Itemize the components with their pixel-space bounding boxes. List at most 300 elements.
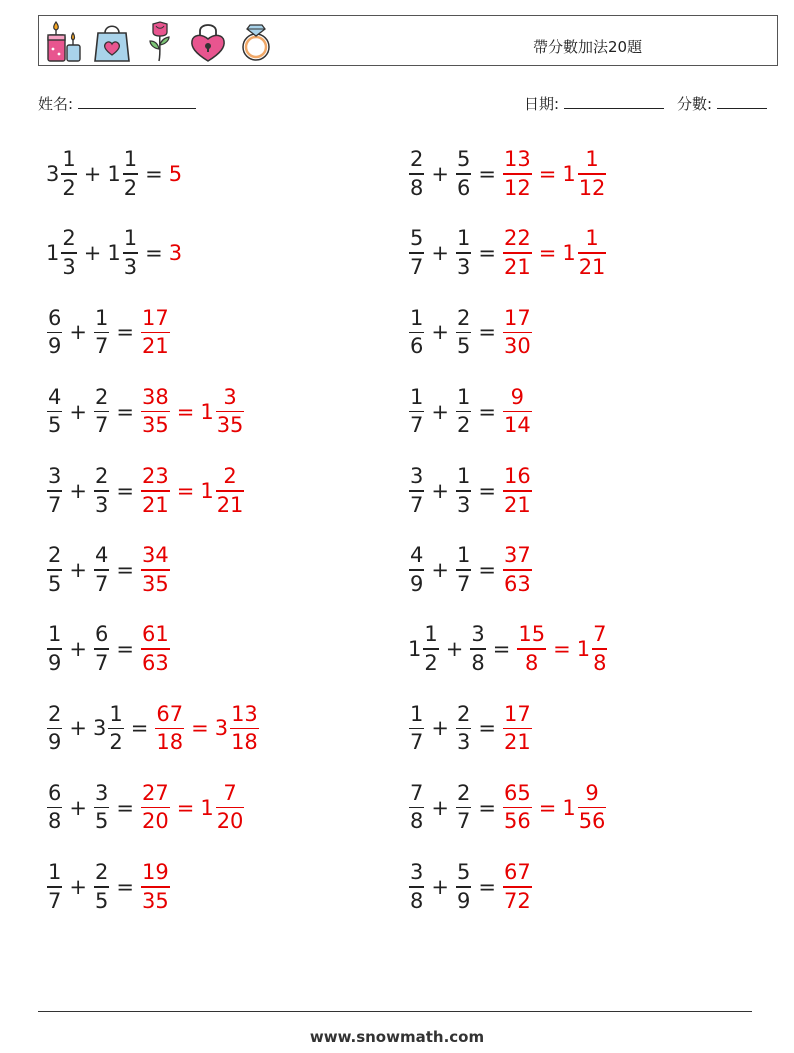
numerator: 17 xyxy=(503,305,531,330)
equals-sign: = xyxy=(116,399,134,424)
equals-sign: = xyxy=(478,399,496,424)
problem-13 xyxy=(46,617,171,681)
date-blank xyxy=(564,94,664,109)
fraction xyxy=(155,701,184,757)
fraction xyxy=(141,305,170,361)
numerator: 9 xyxy=(510,384,525,409)
answer xyxy=(502,463,533,519)
fraction xyxy=(47,542,62,598)
fraction xyxy=(141,859,170,915)
numerator: 7 xyxy=(223,780,237,805)
denominator: 2 xyxy=(62,175,76,200)
fraction xyxy=(409,780,424,836)
equals-sign: = xyxy=(478,716,496,741)
denominator: 9 xyxy=(410,571,424,596)
whole-number: 1 xyxy=(200,399,214,424)
answer xyxy=(562,146,607,202)
addend-1 xyxy=(408,621,440,677)
equals-sign: = xyxy=(478,478,496,503)
numerator: 34 xyxy=(141,543,169,568)
fraction xyxy=(94,542,109,598)
rose-icon xyxy=(139,19,181,63)
equals-sign: = xyxy=(191,716,209,741)
denominator: 18 xyxy=(231,730,258,755)
addend-1 xyxy=(408,384,425,440)
equals-sign: = xyxy=(492,637,511,662)
fraction xyxy=(141,621,170,677)
numerator: 1 xyxy=(410,701,424,726)
denominator: 7 xyxy=(410,730,424,755)
fraction xyxy=(47,701,62,757)
heart-padlock-icon xyxy=(187,19,229,63)
numerator: 2 xyxy=(223,464,237,488)
fraction xyxy=(108,701,123,757)
equals-sign: = xyxy=(116,558,134,582)
addend-1 xyxy=(408,780,425,836)
denominator: 21 xyxy=(503,492,531,517)
problem-4 xyxy=(408,221,607,285)
equals-sign: = xyxy=(478,162,496,186)
numerator: 1 xyxy=(456,384,471,409)
addend-2 xyxy=(93,859,110,915)
addend-2 xyxy=(455,305,472,361)
problem-10 xyxy=(408,459,533,523)
equals-sign: = xyxy=(478,558,496,582)
numerator: 22 xyxy=(503,226,531,251)
whole-number: 3 xyxy=(46,162,60,186)
whole-number: 1 xyxy=(200,795,214,820)
denominator: 35 xyxy=(216,413,244,438)
answer xyxy=(200,780,245,836)
addend-2 xyxy=(469,621,486,677)
numerator: 7 xyxy=(593,622,607,647)
problem-5 xyxy=(46,300,171,364)
addend-1 xyxy=(46,146,78,202)
fraction xyxy=(94,463,109,519)
denominator: 72 xyxy=(503,888,531,913)
equals-sign: = xyxy=(116,795,134,820)
plus-sign: + xyxy=(431,478,449,503)
name-blank xyxy=(78,94,196,109)
plus-sign: + xyxy=(445,637,464,662)
whole-number: 1 xyxy=(408,637,422,662)
problem-19 xyxy=(46,855,171,919)
equals-sign: = xyxy=(176,478,195,503)
plus-sign: + xyxy=(69,874,87,899)
problem-9 xyxy=(46,459,245,523)
numerator: 1 xyxy=(585,226,599,251)
fraction xyxy=(409,146,424,202)
denominator: 56 xyxy=(578,809,606,834)
addend-2 xyxy=(93,384,110,440)
equals-sign: = xyxy=(145,162,163,186)
numerator: 1 xyxy=(62,147,76,172)
numerator: 3 xyxy=(48,464,62,488)
fraction xyxy=(578,225,607,281)
numerator: 3 xyxy=(94,780,109,805)
numerator: 15 xyxy=(518,622,546,647)
numerator: 38 xyxy=(141,384,169,409)
whole-number: 1 xyxy=(562,162,576,186)
answer xyxy=(502,542,533,598)
denominator: 12 xyxy=(578,175,606,200)
answer xyxy=(140,463,171,519)
addend-2 xyxy=(107,225,139,281)
answer xyxy=(200,463,245,519)
plus-sign: + xyxy=(83,241,102,266)
denominator: 14 xyxy=(503,413,531,438)
numerator: 1 xyxy=(456,464,471,488)
fraction xyxy=(456,384,471,440)
fraction xyxy=(61,225,76,281)
fraction xyxy=(503,542,532,598)
answer xyxy=(562,225,607,281)
numerator: 37 xyxy=(503,543,531,568)
denominator: 20 xyxy=(216,809,244,834)
answer xyxy=(200,384,245,440)
footer-divider xyxy=(38,1011,752,1012)
fraction xyxy=(503,225,532,281)
numerator: 1 xyxy=(456,226,471,251)
plus-sign: + xyxy=(431,874,449,899)
fraction xyxy=(423,621,438,677)
fraction xyxy=(141,542,170,598)
addend-2 xyxy=(93,621,110,677)
denominator: 63 xyxy=(503,571,531,596)
numerator: 1 xyxy=(109,701,123,726)
problem-2 xyxy=(408,142,607,206)
fraction xyxy=(47,463,62,519)
numerator: 2 xyxy=(456,305,471,330)
denominator: 8 xyxy=(410,809,424,834)
fraction xyxy=(230,701,259,757)
addend-2 xyxy=(93,701,125,757)
fraction xyxy=(409,305,424,361)
fraction xyxy=(47,859,62,915)
problem-8 xyxy=(408,380,533,444)
addend-1 xyxy=(46,542,63,598)
fraction xyxy=(141,780,170,836)
problem-16 xyxy=(408,696,533,760)
fraction xyxy=(456,542,471,598)
numerator: 9 xyxy=(585,780,599,805)
score-field xyxy=(677,93,767,114)
denominator: 3 xyxy=(123,254,138,279)
answer xyxy=(577,621,609,677)
plus-sign: + xyxy=(431,162,449,186)
denominator: 6 xyxy=(456,175,471,200)
numerator: 1 xyxy=(424,622,438,647)
fraction xyxy=(141,384,170,440)
fraction xyxy=(503,463,532,519)
denominator: 56 xyxy=(503,809,531,834)
numerator: 1 xyxy=(123,226,138,251)
fraction xyxy=(503,146,532,202)
numerator: 1 xyxy=(585,147,599,172)
numerator: 2 xyxy=(48,543,62,568)
plus-sign: + xyxy=(83,162,102,186)
denominator: 21 xyxy=(141,492,169,517)
fraction xyxy=(94,305,109,361)
answer xyxy=(140,542,171,598)
fraction xyxy=(578,146,607,202)
fraction xyxy=(47,780,62,836)
numerator: 1 xyxy=(410,305,424,330)
fraction xyxy=(456,146,471,202)
equals-sign: = xyxy=(116,320,134,345)
fraction xyxy=(578,780,607,836)
denominator: 18 xyxy=(156,730,184,755)
denominator: 7 xyxy=(48,888,62,913)
equals-sign: = xyxy=(478,874,496,899)
fraction xyxy=(409,701,424,757)
header-box xyxy=(38,15,778,66)
plus-sign: + xyxy=(431,558,449,582)
numerator: 6 xyxy=(48,780,62,805)
whole-number: 5 xyxy=(168,162,183,186)
problem-12 xyxy=(408,538,533,602)
denominator: 21 xyxy=(141,334,169,359)
addend-2 xyxy=(93,780,110,836)
numerator: 16 xyxy=(503,464,531,488)
fraction xyxy=(409,859,424,915)
addend-1 xyxy=(408,542,425,598)
fraction xyxy=(409,463,424,519)
answer xyxy=(502,859,533,915)
answer xyxy=(502,780,533,836)
addend-2 xyxy=(455,384,472,440)
numerator: 2 xyxy=(94,860,109,884)
numerator: 7 xyxy=(410,780,424,805)
denominator: 35 xyxy=(141,413,169,438)
numerator: 6 xyxy=(94,622,109,647)
plus-sign: + xyxy=(69,399,87,424)
numerator: 5 xyxy=(456,147,471,172)
numerator: 2 xyxy=(62,226,76,251)
numerator: 2 xyxy=(410,147,424,172)
denominator: 3 xyxy=(456,492,471,517)
shopping-bag-heart-icon xyxy=(91,19,133,63)
diamond-ring-icon xyxy=(235,19,277,63)
whole-number: 1 xyxy=(46,241,60,266)
numerator: 17 xyxy=(503,701,531,726)
name-label: 姓名: xyxy=(38,95,74,113)
answer xyxy=(502,305,533,361)
problem-20 xyxy=(408,855,533,919)
numerator: 4 xyxy=(410,543,424,568)
plus-sign: + xyxy=(69,320,87,345)
addend-1 xyxy=(46,701,63,757)
answer xyxy=(140,621,171,677)
answer xyxy=(502,225,533,281)
numerator: 2 xyxy=(456,701,471,726)
numerator: 1 xyxy=(410,384,424,409)
denominator: 5 xyxy=(94,888,109,913)
addend-1 xyxy=(408,859,425,915)
equals-sign: = xyxy=(176,795,195,820)
equals-sign: = xyxy=(478,795,496,820)
denominator: 2 xyxy=(123,175,138,200)
problem-7 xyxy=(46,380,245,444)
denominator: 7 xyxy=(456,809,471,834)
problem-18 xyxy=(408,776,607,840)
footer-url: www.snowmath.com xyxy=(309,1028,485,1046)
fraction xyxy=(409,542,424,598)
denominator: 8 xyxy=(410,888,424,913)
equals-sign: = xyxy=(538,795,557,820)
whole-number: 3 xyxy=(92,716,107,741)
addend-2 xyxy=(93,463,110,519)
equals-sign: = xyxy=(478,320,496,345)
fraction xyxy=(216,463,245,519)
denominator: 9 xyxy=(48,730,62,755)
fraction xyxy=(94,780,109,836)
equals-sign: = xyxy=(176,399,195,424)
numerator: 1 xyxy=(456,543,471,568)
numerator: 67 xyxy=(503,860,531,884)
fraction xyxy=(123,225,138,281)
denominator: 5 xyxy=(48,413,62,438)
denominator: 5 xyxy=(456,334,471,359)
numerator: 61 xyxy=(141,622,169,647)
addend-1 xyxy=(46,305,63,361)
plus-sign: + xyxy=(431,320,449,345)
denominator: 8 xyxy=(471,650,485,675)
denominator: 8 xyxy=(593,650,607,675)
denominator: 2 xyxy=(424,650,438,675)
fraction xyxy=(456,701,471,757)
problem-1 xyxy=(46,142,183,206)
numerator: 1 xyxy=(123,147,138,172)
denominator: 9 xyxy=(48,334,62,359)
problem-15 xyxy=(46,696,260,760)
numerator: 3 xyxy=(471,622,485,647)
problem-6 xyxy=(408,300,533,364)
addend-1 xyxy=(408,463,425,519)
fraction xyxy=(47,305,62,361)
score-blank xyxy=(717,94,767,109)
addend-1 xyxy=(46,780,63,836)
fraction xyxy=(216,384,245,440)
numerator: 23 xyxy=(141,464,169,488)
addend-2 xyxy=(455,859,472,915)
plus-sign: + xyxy=(69,716,87,741)
answer xyxy=(502,146,533,202)
numerator: 5 xyxy=(456,860,471,884)
numerator: 3 xyxy=(410,464,424,488)
equals-sign: = xyxy=(553,637,571,662)
plus-sign: + xyxy=(69,795,87,820)
whole-number: 3 xyxy=(168,241,183,266)
numerator: 2 xyxy=(94,384,109,409)
addend-1 xyxy=(46,384,63,440)
numerator: 1 xyxy=(94,305,109,330)
icon-strip xyxy=(43,19,277,63)
fraction xyxy=(94,859,109,915)
fraction xyxy=(517,621,546,677)
denominator: 7 xyxy=(94,650,109,675)
addend-2 xyxy=(93,542,110,598)
addend-2 xyxy=(455,146,472,202)
addend-2 xyxy=(455,463,472,519)
numerator: 1 xyxy=(48,622,62,647)
denominator: 3 xyxy=(62,254,76,279)
answer xyxy=(140,305,171,361)
answer xyxy=(140,780,171,836)
equals-sign: = xyxy=(130,716,149,741)
fraction xyxy=(456,225,471,281)
denominator: 2 xyxy=(109,730,123,755)
problem-3 xyxy=(46,221,183,285)
numerator: 2 xyxy=(456,780,471,805)
equals-sign: = xyxy=(116,637,134,662)
fraction xyxy=(503,859,532,915)
numerator: 2 xyxy=(94,464,109,488)
whole-number: 1 xyxy=(107,162,121,186)
fraction xyxy=(456,859,471,915)
plus-sign: + xyxy=(431,399,449,424)
denominator: 21 xyxy=(216,492,244,517)
addend-1 xyxy=(46,463,63,519)
denominator: 3 xyxy=(456,254,471,279)
denominator: 6 xyxy=(410,334,424,359)
equals-sign: = xyxy=(116,874,134,899)
plus-sign: + xyxy=(431,241,449,266)
answer xyxy=(169,241,183,265)
plus-sign: + xyxy=(69,637,87,662)
fraction xyxy=(141,463,170,519)
denominator: 8 xyxy=(525,650,539,675)
fraction xyxy=(216,780,245,836)
fraction xyxy=(123,146,138,202)
denominator: 35 xyxy=(141,571,169,596)
fraction xyxy=(456,463,471,519)
page-title: 帶分數加法20題 xyxy=(533,38,643,56)
fraction xyxy=(47,621,62,677)
addend-1 xyxy=(408,701,425,757)
denominator: 30 xyxy=(503,334,531,359)
equals-sign: = xyxy=(478,241,496,266)
denominator: 3 xyxy=(456,730,471,755)
denominator: 5 xyxy=(48,571,62,596)
whole-number: 1 xyxy=(562,241,576,266)
date-label: 日期: xyxy=(524,95,560,113)
addend-1 xyxy=(408,225,425,281)
addend-2 xyxy=(93,305,110,361)
denominator: 63 xyxy=(141,650,169,675)
fraction xyxy=(592,621,607,677)
numerator: 4 xyxy=(94,543,109,568)
fraction xyxy=(503,384,532,440)
numerator: 17 xyxy=(141,305,169,330)
equals-sign: = xyxy=(116,478,134,503)
denominator: 8 xyxy=(48,809,62,834)
numerator: 19 xyxy=(141,860,169,884)
denominator: 8 xyxy=(410,175,424,200)
plus-sign: + xyxy=(431,716,449,741)
answer xyxy=(140,859,171,915)
denominator: 9 xyxy=(456,888,471,913)
fraction xyxy=(94,384,109,440)
numerator: 5 xyxy=(410,226,424,251)
fraction xyxy=(409,225,424,281)
numerator: 3 xyxy=(223,384,237,409)
denominator: 7 xyxy=(94,334,109,359)
denominator: 7 xyxy=(94,413,109,438)
numerator: 2 xyxy=(48,701,62,726)
addend-2 xyxy=(107,146,139,202)
plus-sign: + xyxy=(69,478,87,503)
